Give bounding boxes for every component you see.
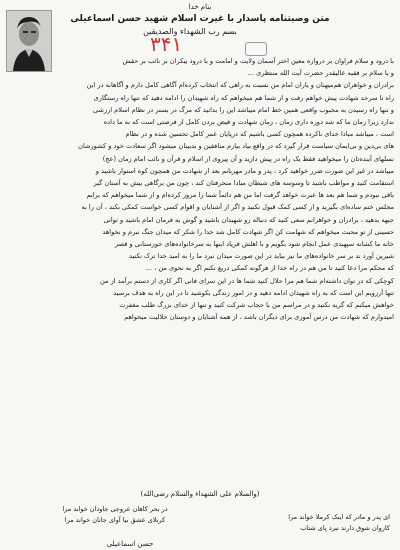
body-line: است ، میباشد مبادا خدای ناکرده همچون کسی باشیم که درپایان عمر کامل تحسین شده و در نظام	[125, 130, 394, 139]
body-line: باقی نبودم و شما هم بعد ها عبرت خواهد گرفت اما من هم دائماً شما را مرور کرده‌ام و از شما میخواهم که برایم	[86, 191, 394, 200]
poem-line: کربلای عشق بیا آوای جانان خواند مرا	[64, 516, 166, 524]
closing-salutation: (والسلام علی الشهداء والسلام رضی‌الله)	[140, 490, 260, 498]
body-line: های بی‌دین و بی‌ایمان سیاست قرار گیرد که در واقع بیاد بیارم منافقین و بدبینان میشود اگر سعادت خود و کشورشان	[78, 142, 394, 151]
body-line: برادران و خواهران هم‌میهنان و یاران امام من نسبت به راهی که انتخاب کرده‌ام آگاهی کامل دارم و آگاهانه در این	[86, 81, 394, 90]
body-line: نسلهای آینده‌تان را میخواهید فقط یک راه در پیش دارید و آن پیروی از اسلام و قرآن و نائب امام زمان (عج)	[102, 154, 394, 163]
testament-body	[8, 55, 394, 323]
archive-number: ۳۴۱	[150, 32, 183, 56]
poem-right-column	[240, 512, 390, 534]
body-line: که محکم مرا دعا کنید تا من هم در راه خدا از هرگونه کمکی دریغ نکنم اگر به نحوی من ، ...	[145, 264, 394, 273]
document-title: متن وصیتنامه پاسدار با غیرت اسلام شهید حسن اسماعیلی	[70, 14, 330, 24]
body-line: خواهش میکنم که گریه نکنید و در مراسم من با حجاب شرکت کنید و تنها از خدای بزرگ طلب مغفرت	[119, 301, 394, 310]
body-line: شیرین آورد ند بر سر خانواده‌های ما نیز بیاید در این صورت میدان نبرد ما را به امید خدا ترک نکنید	[129, 252, 394, 261]
poem-line: کاروان شوق دارند نبرد پای شتاب	[300, 524, 390, 532]
body-line: راه تا سرحد شهادت پیش خواهم رفت و از شما هم میخواهم که راه شهیدان را ادامه دهید که تنها راه رستگاری	[93, 93, 394, 102]
poem-line: در بحر کاهان عروجی جاودان خواند مرا	[62, 505, 168, 513]
body-line: امیدوارم که شهادت من درس آموزی برای دیگران باشد ، از همه آشنایان و دوستان حلالیت میخواهم	[124, 313, 394, 322]
body-line: مجلس ختم ساده‌ای بگیرید و از کسی کمک قبول نکنید و اگر از آشنایان و اقوام کسی خواست کمکی بکند ، آن را به	[81, 203, 394, 212]
body-line: تنها آرزویم این است که به راه شهیدان ادامه دهید و در امور زندگی بکوشید تا در این راه به هدف برسید	[113, 288, 394, 297]
poem-line: ای پدر و مادر که اینک کرملا خواند مرا	[288, 513, 390, 521]
poem-left-column	[30, 504, 200, 526]
basmala-line: بسم رب الشهداء والصدیقین	[143, 27, 237, 36]
small-stamp	[245, 42, 267, 56]
body-line: و با سلام بر فقیه عالیقدر حضرت آیت الله منتظری ...	[247, 69, 394, 78]
body-line: کوچکی که در توان داشته‌ام شما هم مرا حلال کنید شما ها در این سرای فانی اگر کاری از دستم برآمد از من	[99, 276, 394, 285]
body-line: استقامت کنید و مواظب باشید تا وسوسه های شیطان مبادا منحرفتان کند ، چون من برگاهی بیش به آستان گیر	[93, 179, 394, 188]
body-line: ندارد زیرا زمان ما که شد دوره داری زمان ، زمان شهادت و فیض بردن کامل از فرصتی است که به ما داده	[103, 118, 394, 127]
body-line: با درود و سلام فراوان بر دروازه معین اختر آسمان ولایت و امامت و با درود بیکران بر نائب بر حقش	[122, 57, 394, 65]
body-line: و تنها راه رسیدن به محبوب واقعی همین خط امام میباشد این را بدانید که مرگ در بستر در نظام اسلام ارزشی	[92, 105, 394, 114]
body-line: حسینی از تو محبت میخواهم که شهامت کن اگر شهادت کامل شد خدا را شکر که میدان جنگ نبرم و نخواهد	[102, 227, 394, 236]
signature: حسن اسماعیلی	[106, 540, 154, 548]
bismillah-heading: بنام خدا	[188, 3, 212, 11]
body-line: میباشد در غیر این صورت ضرر خواهید کرد ، پدر و مادر مهربانم بعد از شهادت من همچون کوه استوار باشید و	[95, 166, 394, 175]
body-line: خانه ما کشانه سپهبدی عمل انجام شود بگویم و با اهلش فریاد اینها به سرخانواده‌های خوزستانی و قصر	[114, 240, 394, 249]
body-line: جبهه بدهید ، برادران و خواهرانم سعی کنید که دنباله رو شهیدان باشید و گوش به فرمان امام باشید و توانی	[103, 215, 394, 224]
